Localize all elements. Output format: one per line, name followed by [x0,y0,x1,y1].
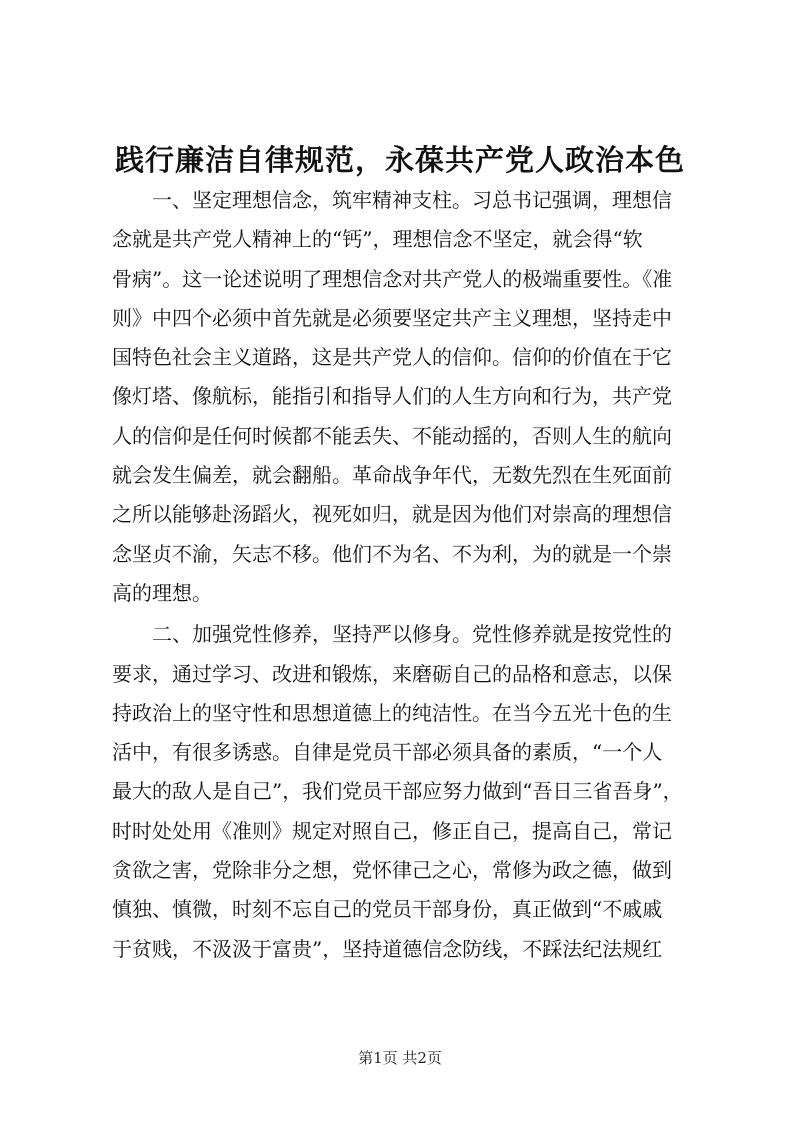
document-title: 践行廉洁自律规范，永葆共产党人政治本色 [114,143,685,177]
paragraph-line: 要求，通过学习、改进和锻炼，来磨砺自己的品格和意志，以保 [112,661,672,686]
paragraph-line: 活中，有很多诱惑。自律是党员干部必须具备的素质，“一个人 [112,740,663,765]
paragraph-line: 像灯塔、像航标，能指引和指导人们的人生方向和行为，共产党 [112,384,672,409]
paragraph-2 [112,615,708,969]
paragraph-line: 时时处处用《准则》规定对照自己，修正自己，提高自己，常记 [112,818,672,843]
paragraph-line: 二、加强党性修养，坚持严以修身。党性修养就是按党性的 [152,622,672,647]
paragraph-line: 念就是共产党人精神上的“钙”，理想信念不坚定，就会得“软 [112,227,643,252]
paragraph-line: 最大的敌人是自己”，我们党员干部应努力做到“吾日三省吾身”， [112,779,683,804]
paragraph-1 [112,181,708,613]
paragraph-line: 人的信仰是任何时候都不能丢失、不能动摇的，否则人生的航向 [112,423,672,448]
document-body [112,181,708,969]
paragraph-line: 慎独、慎微，时刻不忘自己的党员干部身份，真正做到“不戚戚 [112,897,663,922]
paragraph-line: 于贫贱，不汲汲于富贵”，坚持道德信念防线，不踩法纪法规红 [112,936,663,961]
paragraph-line: 骨病”。这一论述说明了理想信念对共产党人的极端重要性。《准 [112,266,673,291]
paragraph-line: 持政治上的坚守性和思想道德上的纯洁性。在当今五光十色的生 [112,700,672,725]
page-footer: 第1页 共2页 [358,1049,442,1067]
paragraph-line: 就会发生偏差，就会翻船。革命战争年代，无数先烈在生死面前 [112,463,672,488]
paragraph-line: 贪欲之害，党除非分之想，党怀律己之心，常修为政之德，做到 [112,858,672,883]
paragraph-line: 则》中四个必须中首先就是必须要坚定共产主义理想，坚持走中 [112,305,672,330]
paragraph-line: 一、坚定理想信念，筑牢精神支柱。习总书记强调，理想信 [152,188,672,212]
paragraph-line: 之所以能够赴汤蹈火，视死如归，就是因为他们对崇高的理想信 [112,502,672,527]
paragraph-line: 念坚贞不渝，矢志不移。他们不为名、不为利，为的就是一个崇 [112,541,672,566]
paragraph-line: 高的理想。 [112,580,212,605]
paragraph-line: 国特色社会主义道路，这是共产党人的信仰。信仰的价值在于它 [112,345,672,370]
